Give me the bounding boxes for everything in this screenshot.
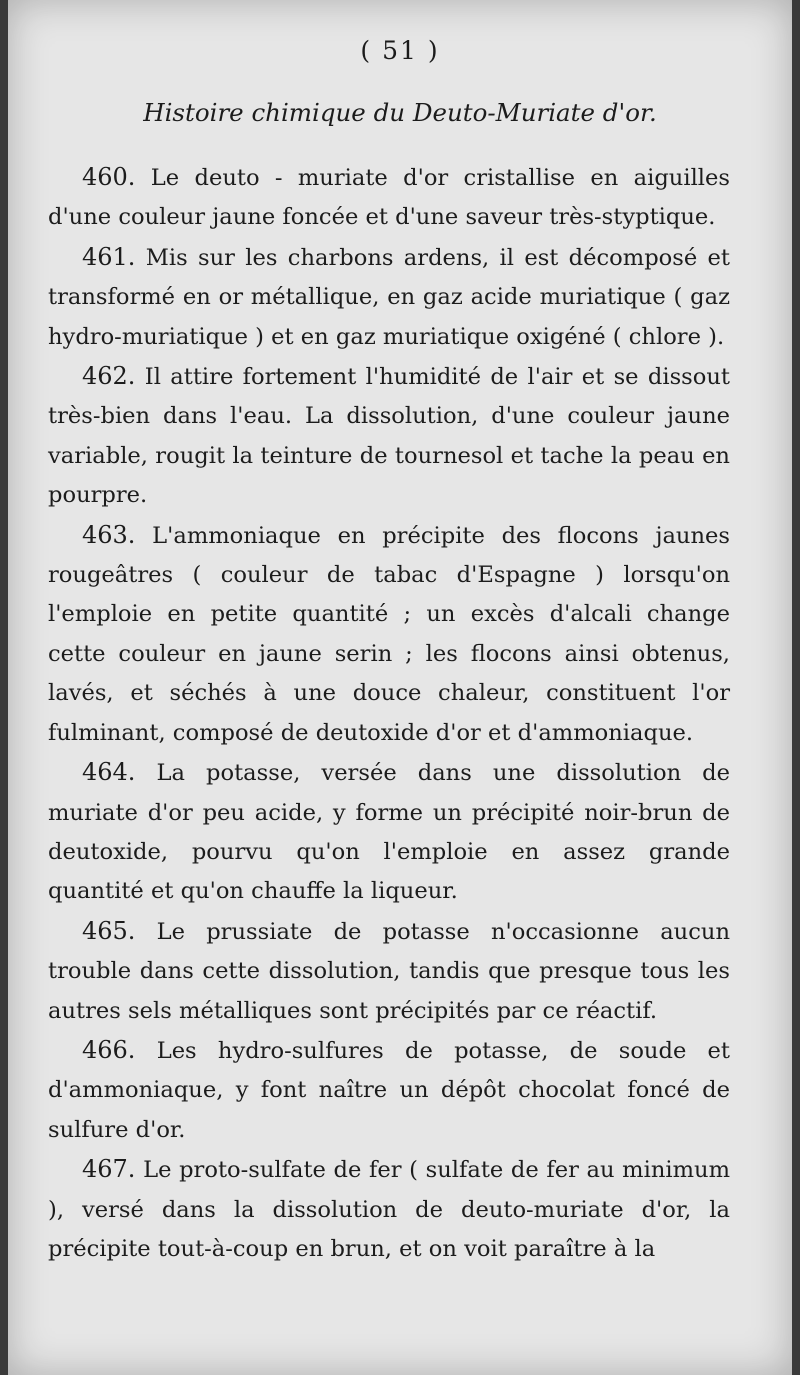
paragraph-text: Il attire fortement l'humidité de l'air et se dissout très-bien dans l'eau. La dissolution, d'une couleur jaune variable, rougit la teinture de tournesol et tache la peau en pourpre. [48,364,731,509]
book-page [8,0,792,1375]
paragraph-number: 463. [82,520,136,549]
paragraph-number: 462. [82,362,136,391]
paragraph-number: 465. [82,916,136,945]
paragraph-text: Le prussiate de potasse n'occasionne aucun trouble dans cette dissolution, tandis que presque tous les autres sels métalliques sont précipités par ce réactif. [48,918,730,1024]
paragraph-464 [48,753,730,912]
paragraph-466 [48,1031,730,1150]
paragraph-462 [48,357,730,516]
page-number: ( 51 ) [360,36,440,65]
section-title: Histoire chimique du Deuto-Muriate d'or. [143,98,657,127]
paragraph-text: Le deuto - muriate d'or cristallise en aiguilles d'une couleur jaune foncée et d'une saveur très-styptique. [48,165,730,231]
paragraph-number: 467. [82,1155,136,1184]
paragraph-text: La potasse, versée dans une dissolution de muriate d'or peu acide, y forme un précipité noir-brun de deutoxide, pourvu qu'on l'emploie en assez grande quantité et qu'on chauffe la liqueur. [48,760,730,905]
paragraph-number: 466. [82,1035,136,1064]
paragraph-text: Mis sur les charbons ardens, il est décomposé et transformé en or métallique, en gaz acide muriatique ( gaz hydro-muriatique ) et en gaz muriatique oxigéné ( chlore ). [48,244,730,350]
paragraph-text: Les hydro-sulfures de potasse, de soude et d'ammoniaque, y font naître un dépôt chocolat foncé de sulfure d'or. [48,1037,730,1143]
paragraph-text: L'ammoniaque en précipite des flocons jaunes rougeâtres ( couleur de tabac d'Espagne ) lorsqu'on l'emploie en petite quantité ; un excès d'alcali change cette couleur en jaune serin ; les flocons ainsi obtenus, lavés, et séchés à une douce chaleur, constituent l'or fulminant, composé de deutoxide d'or et d'ammoniaque. [48,522,730,746]
paragraph-467 [48,1150,730,1269]
body-text [48,158,730,1269]
paragraph-465 [48,912,730,1031]
paragraph-460 [48,158,730,238]
paragraph-463 [48,516,730,753]
paragraph-number: 461. [82,242,136,271]
paragraph-number: 460. [82,163,136,191]
paragraph-number: 464. [82,758,136,787]
paragraph-text: Le proto-sulfate de fer ( sulfate de fer au minimum ), versé dans la dissolution de deuto-muriate d'or, la précipite tout-à-coup en brun, et on voit paraître à la [48,1157,731,1262]
paragraph-461 [48,238,730,357]
